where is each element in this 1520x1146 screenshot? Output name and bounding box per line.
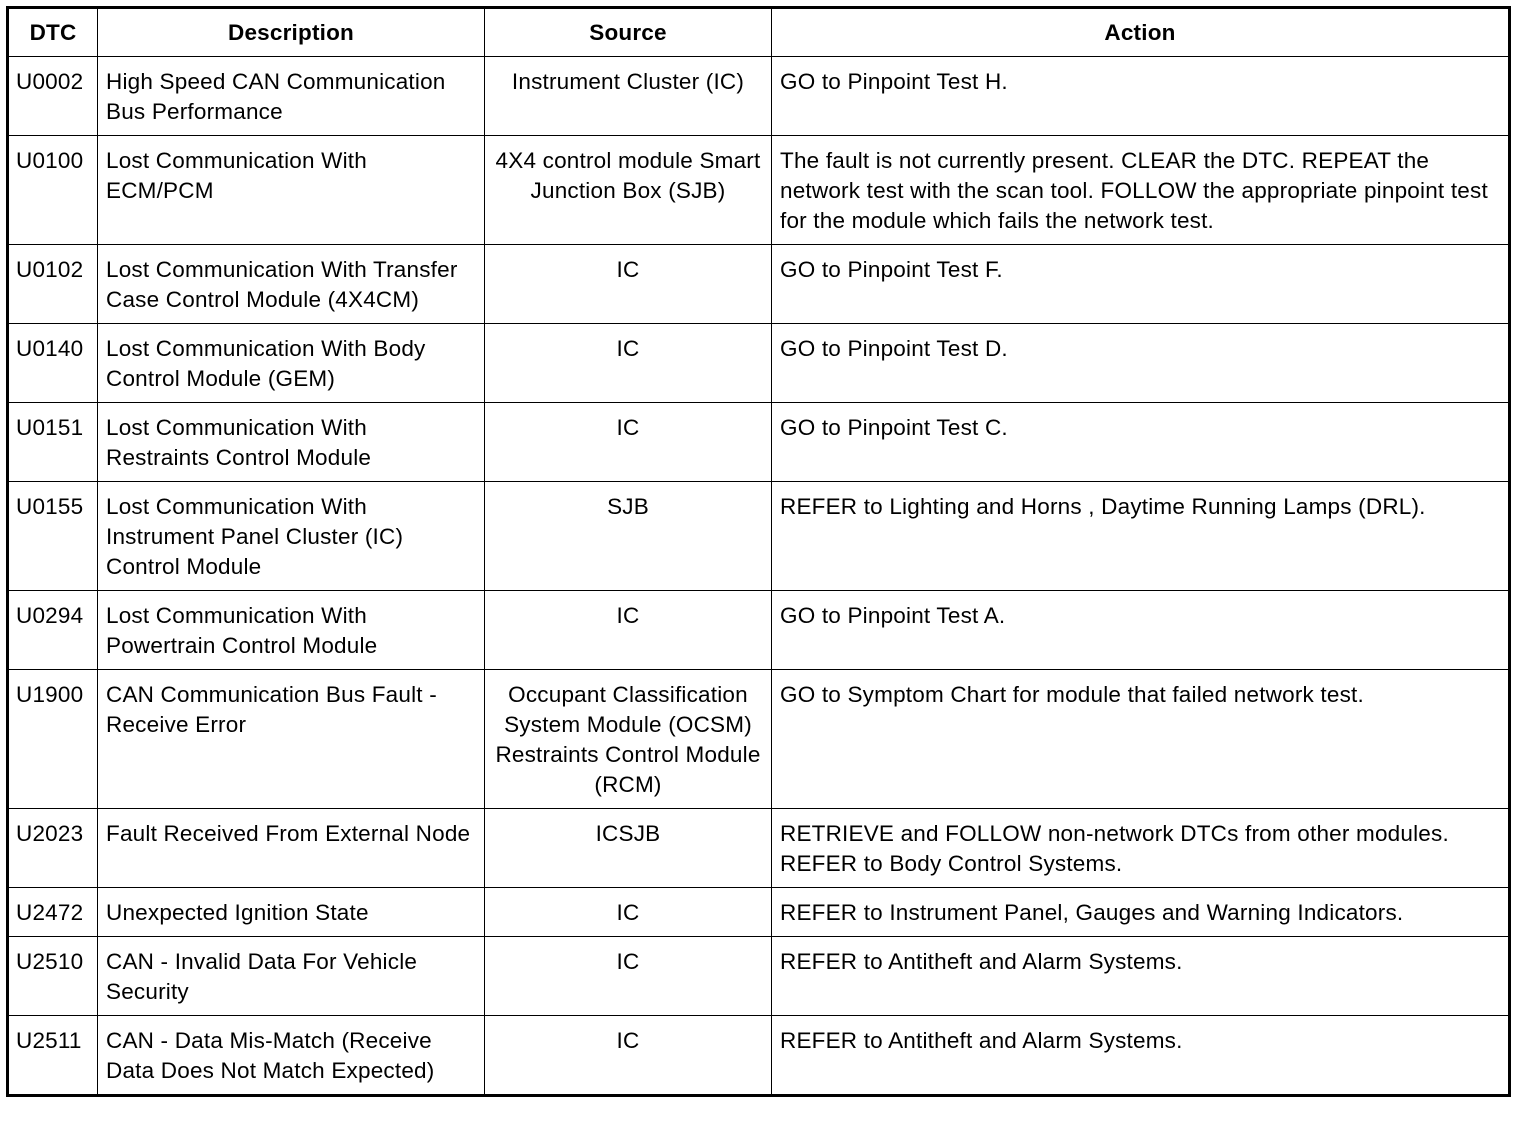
table-row bbox=[8, 324, 1510, 403]
cell-dtc: U0294 bbox=[8, 591, 98, 670]
table-row bbox=[8, 482, 1510, 591]
table-row bbox=[8, 245, 1510, 324]
cell-action: GO to Pinpoint Test F. bbox=[772, 245, 1510, 324]
cell-dtc: U2510 bbox=[8, 937, 98, 1016]
cell-description: High Speed CAN Communication Bus Performance bbox=[98, 57, 485, 136]
cell-action: REFER to Lighting and Horns , Daytime Running Lamps (DRL). bbox=[772, 482, 1510, 591]
table-row bbox=[8, 57, 1510, 136]
cell-description: CAN - Invalid Data For Vehicle Security bbox=[98, 937, 485, 1016]
cell-action: REFER to Antitheft and Alarm Systems. bbox=[772, 937, 1510, 1016]
cell-dtc: U0002 bbox=[8, 57, 98, 136]
header-dtc: DTC bbox=[8, 8, 98, 57]
cell-description: Lost Communication With Powertrain Control Module bbox=[98, 591, 485, 670]
cell-source: IC bbox=[485, 1016, 772, 1096]
table-row bbox=[8, 809, 1510, 888]
header-source: Source bbox=[485, 8, 772, 57]
cell-description: Unexpected Ignition State bbox=[98, 888, 485, 937]
cell-source: SJB bbox=[485, 482, 772, 591]
cell-source: IC bbox=[485, 937, 772, 1016]
table-row bbox=[8, 591, 1510, 670]
cell-dtc: U0155 bbox=[8, 482, 98, 591]
cell-source: IC bbox=[485, 245, 772, 324]
table-row bbox=[8, 136, 1510, 245]
cell-action: The fault is not currently present. CLEAR the DTC. REPEAT the network test with the scan tool. FOLLOW the appropriate pinpoint test for the module which fails the network test. bbox=[772, 136, 1510, 245]
dtc-table-container bbox=[6, 6, 1511, 1097]
cell-dtc: U2472 bbox=[8, 888, 98, 937]
cell-dtc: U0140 bbox=[8, 324, 98, 403]
cell-dtc: U1900 bbox=[8, 670, 98, 809]
header-description: Description bbox=[98, 8, 485, 57]
cell-source: ICSJB bbox=[485, 809, 772, 888]
cell-source: 4X4 control module Smart Junction Box (SJB) bbox=[485, 136, 772, 245]
cell-dtc: U0100 bbox=[8, 136, 98, 245]
cell-dtc: U2511 bbox=[8, 1016, 98, 1096]
cell-action: RETRIEVE and FOLLOW non-network DTCs from other modules. REFER to Body Control Systems. bbox=[772, 809, 1510, 888]
cell-source: Occupant Classification System Module (OCSM) Restraints Control Module (RCM) bbox=[485, 670, 772, 809]
cell-action: GO to Pinpoint Test C. bbox=[772, 403, 1510, 482]
cell-action: GO to Symptom Chart for module that failed network test. bbox=[772, 670, 1510, 809]
table-row bbox=[8, 937, 1510, 1016]
cell-description: Lost Communication With Restraints Control Module bbox=[98, 403, 485, 482]
cell-action: GO to Pinpoint Test A. bbox=[772, 591, 1510, 670]
cell-description: Lost Communication With Body Control Module (GEM) bbox=[98, 324, 485, 403]
table-header-row bbox=[8, 8, 1510, 57]
cell-description: CAN Communication Bus Fault - Receive Error bbox=[98, 670, 485, 809]
cell-source: IC bbox=[485, 888, 772, 937]
cell-source: IC bbox=[485, 403, 772, 482]
cell-dtc: U0151 bbox=[8, 403, 98, 482]
cell-description: Fault Received From External Node bbox=[98, 809, 485, 888]
cell-action: GO to Pinpoint Test D. bbox=[772, 324, 1510, 403]
cell-description: Lost Communication With Instrument Panel Cluster (IC) Control Module bbox=[98, 482, 485, 591]
cell-dtc: U0102 bbox=[8, 245, 98, 324]
table-row bbox=[8, 670, 1510, 809]
cell-action: REFER to Instrument Panel, Gauges and Warning Indicators. bbox=[772, 888, 1510, 937]
cell-description: Lost Communication With ECM/PCM bbox=[98, 136, 485, 245]
cell-source: Instrument Cluster (IC) bbox=[485, 57, 772, 136]
cell-action: GO to Pinpoint Test H. bbox=[772, 57, 1510, 136]
cell-action: REFER to Antitheft and Alarm Systems. bbox=[772, 1016, 1510, 1096]
table-row bbox=[8, 403, 1510, 482]
table-row bbox=[8, 888, 1510, 937]
header-action: Action bbox=[772, 8, 1510, 57]
dtc-table bbox=[6, 6, 1511, 1097]
cell-description: Lost Communication With Transfer Case Control Module (4X4CM) bbox=[98, 245, 485, 324]
cell-description: CAN - Data Mis-Match (Receive Data Does Not Match Expected) bbox=[98, 1016, 485, 1096]
cell-dtc: U2023 bbox=[8, 809, 98, 888]
cell-source: IC bbox=[485, 324, 772, 403]
table-row bbox=[8, 1016, 1510, 1096]
cell-source: IC bbox=[485, 591, 772, 670]
